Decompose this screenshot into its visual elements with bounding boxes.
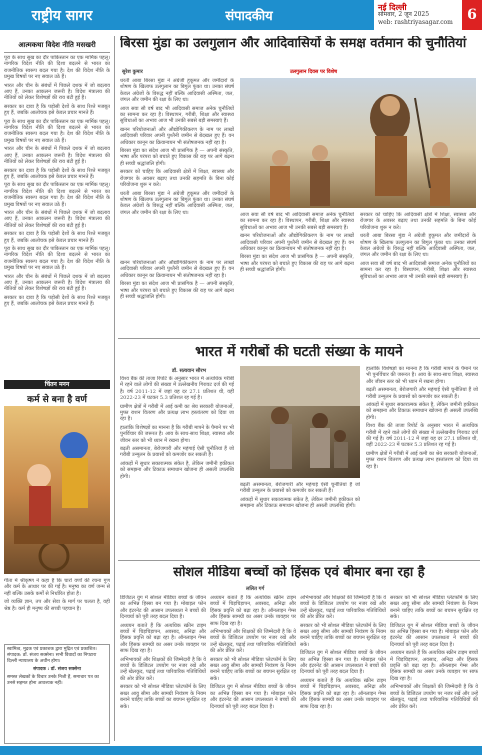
page-number: 6 <box>462 0 482 30</box>
paragraph: आज सवा सौ वर्ष बाद भी आदिवासी समाज अनेक चुनौतियों का सामना कर रहा है। विस्थापन, गरीबी, शिक्षा और स्वास्थ्य सुविधाओं का अभाव आज भी उनकी सबसे बड़ी समस्याएं हैं। <box>120 105 234 125</box>
lead-text-col1b <box>120 260 234 332</box>
lead-headline: बिरसा मुंडा का उलगुलान और आदिवासियों के समक्ष वर्तमान की चुनौतियां <box>120 36 467 51</box>
paragraph: धरती आबा बिरसा मुंडा ने अंग्रेजी हुकूमत और जमींदारों के शोषण के खिलाफ उलगुलान का बिगुल फूंका था। उनका संघर्ष केवल अंग्रेजों के विरुद्ध नहीं बल्कि आदिवासी अस्मिता, जल, जंगल और जमीन की रक्षा के लिए था। <box>120 190 234 216</box>
left-column-heading: आत्मकथा विदेश नीति मसखरी <box>4 40 110 53</box>
paragraph: विश्व बैंक की ताजा रिपोर्ट के अनुसार भारत में अत्यधिक गरीबी में रहने वाले लोगों की संख्या में उल्लेखनीय गिरावट दर्ज की गई है। वर्ष 2011-12 में जहां यह दर 27.1 प्रतिशत थी, वहीं 2022-23 में घटकर 5.3 प्रतिशत रह गई है। <box>120 376 234 402</box>
paragraph: भारत और चीन के संबंधों में पिछले दशक में जो बदलाव आए हैं, उनका आकलन जरूरी है। विदेश मंत्रालय की नीतियों को लेकर विशेषज्ञों की राय बंटी हुई है। <box>4 146 110 166</box>
lead-text-col3 <box>360 212 476 332</box>
imprint-editor: संपादक : डॉ. संजय सक्सेना <box>33 667 81 672</box>
date-line: सोमवार, 2 जून 2025 <box>378 11 430 18</box>
paragraph: आज सवा सौ वर्ष बाद भी आदिवासी समाज अनेक चुनौतियों का सामना कर रहा है। विस्थापन, गरीबी, शिक्षा और स्वास्थ्य सुविधाओं का अभाव आज भी उनकी सबसे बड़ी समस्याएं हैं। <box>360 260 476 280</box>
paragraph: ग्रामीण क्षेत्रों में गरीबी में आई कमी का श्रेय सरकारी योजनाओं, मुफ्त राशन वितरण और प्रत्यक्ष लाभ हस्तांतरण को दिया जा रहा है। <box>120 403 234 423</box>
paragraph: अध्ययन बताते हैं कि अत्यधिक स्क्रीन टाइम बच्चों में चिड़चिड़ापन, अवसाद, अनिद्रा और हिंसक प्रवृत्ति को बढ़ा रहा है। ऑनलाइन गेम्स और हिंसक सामग्री का असर उनके व्यवहार पर साफ दिख रहा है। <box>300 677 386 710</box>
birsa-munda-illustration <box>240 78 476 208</box>
paragraph: सरकार को चाहिए कि आदिवासी क्षेत्रों में शिक्षा, स्वास्थ्य और रोजगार के अवसर बढ़ाए तथा उनकी सहमति के बिना कोई परियोजना शुरू न करे। <box>120 169 234 189</box>
section-rule <box>118 338 480 339</box>
chintan-banner: चिंतन मनन <box>4 380 110 389</box>
paragraph: ग्रामीण क्षेत्रों में गरीबी में आई कमी का श्रेय सरकारी योजनाओं, मुफ्त राशन वितरण और प्रत्यक्ष लाभ हस्तांतरण को दिया जा रहा है। <box>366 450 478 470</box>
paragraph: आज सवा सौ वर्ष बाद भी आदिवासी समाज अनेक चुनौतियों का सामना कर रहा है। विस्थापन, गरीबी, शिक्षा और स्वास्थ्य सुविधाओं का अभाव आज भी उनकी सबसे बड़ी समस्याएं हैं। <box>240 212 354 231</box>
paragraph: अभिभावकों और शिक्षकों की जिम्मेदारी है कि वे बच्चों के डिजिटल उपयोग पर नजर रखें और उन्हें खेलकूद, पढ़ाई तथा पारिवारिक गतिविधियों की ओर प्रेरित करें। <box>390 684 478 710</box>
second-text-col2 <box>240 482 360 556</box>
paragraph: धरती आबा बिरसा मुंडा ने अंग्रेजी हुकूमत और जमींदारों के शोषण के खिलाफ उलगुलान का बिगुल फूंका था। उनका संघर्ष केवल अंग्रेजों के विरुद्ध नहीं बल्कि आदिवासी अस्मिता, जल, जंगल और जमीन की रक्षा के लिए था। <box>120 78 234 104</box>
paragraph: धरती आबा बिरसा मुंडा ने अंग्रेजी हुकूमत और जमींदारों के शोषण के खिलाफ उलगुलान का बिगुल फूंका था। उनका संघर्ष केवल अंग्रेजों के विरुद्ध नहीं बल्कि आदिवासी अस्मिता, जल, जंगल और जमीन की रक्षा के लिए था। <box>360 233 476 259</box>
paragraph: भारत और चीन के संबंधों में पिछले दशक में जो बदलाव आए हैं, उनका आकलन जरूरी है। विदेश मंत्रालय की नीतियों को लेकर विशेषज्ञों की राय बंटी हुई है। <box>4 273 110 293</box>
third-text-col4 <box>390 595 478 743</box>
paragraph: गीता में श्रीकृष्ण ने कहा है कि चारों वर्णों की रचना गुण और कर्म के आधार पर की गई है। मनुष्य का वर्ण जन्म से नहीं बल्कि उसके कर्मों से निर्धारित होता है। <box>4 578 110 597</box>
poverty-photo <box>240 366 360 478</box>
chintan-text <box>4 578 110 640</box>
imprint-text: स्वामित्व, मुद्रक एवं प्रकाशक द्वारा मुद्रित एवं प्रकाशित। संपादक: डॉ. संजय सक्सेना। सभी विवादों का निपटारा दिल्ली न्यायालय के अधीन होगा। <box>7 647 97 664</box>
paragraph: बिरसा मुंडा का संदेश आज भी प्रासंगिक है — अपनी संस्कृति, भाषा और परंपरा को बचाते हुए विकास की राह पर आगे बढ़ना ही सच्ची श्रद्धांजलि होगी। <box>120 281 234 301</box>
paragraph: अध्ययन बताते हैं कि अत्यधिक स्क्रीन टाइम बच्चों में चिड़चिड़ापन, अवसाद, अनिद्रा और हिंसक प्रवृत्ति को बढ़ा रहा है। ऑनलाइन गेम्स और हिंसक सामग्री का असर उनके व्यवहार पर साफ दिख रहा है। <box>120 622 206 655</box>
paragraph: पूरा के साथ सुख का दौर पाकिस्तान का एक मार्मिक पहलू। नागरिक विदेश नीति की दिशा बदलने से भारत का राजनीतिक स्वरूप बदल गया है। देश की विदेश नीति के प्रमुख विषयों पर नए सवाल उठे हैं। <box>4 245 110 272</box>
paragraph: सरकार का दावा है कि पड़ोसी देशों के साथ रिश्ते मजबूत हुए हैं, जबकि आलोचक इसे केवल प्रचार मानते हैं। <box>4 103 110 117</box>
date-block <box>374 0 462 30</box>
left-column-text <box>4 55 110 375</box>
paragraph: खनन परियोजनाओं और औद्योगिकीकरण के नाम पर लाखों आदिवासी परिवार अपनी पुश्तैनी जमीन से बेदखल हुए हैं। वन अधिकार कानून का क्रियान्वयन भी संतोषजनक नहीं रहा है। <box>120 260 234 279</box>
people-photo-illustration <box>240 366 360 478</box>
masthead <box>0 0 482 30</box>
lead-text-col1 <box>120 78 234 256</box>
city-name: नई दिल्ली <box>378 2 407 12</box>
second-text-col3 <box>366 366 478 556</box>
paragraph: खनन परियोजनाओं और औद्योगिकीकरण के नाम पर लाखों आदिवासी परिवार अपनी पुश्तैनी जमीन से बेदखल हुए हैं। वन अधिकार कानून का क्रियान्वयन भी संतोषजनक नहीं रहा है। <box>120 126 234 146</box>
paragraph: अभिभावकों और शिक्षकों की जिम्मेदारी है कि वे बच्चों के डिजिटल उपयोग पर नजर रखें और उन्हें खेलकूद, पढ़ाई तथा पारिवारिक गतिविधियों की ओर प्रेरित करें। <box>120 656 206 682</box>
paragraph: पूरा के साथ सुख का दौर पाकिस्तान का एक मार्मिक पहलू। नागरिक विदेश नीति की दिशा बदलने से भारत का राजनीतिक स्वरूप बदल गया है। देश की विदेश नीति के प्रमुख विषयों पर नए सवाल उठे हैं। <box>4 55 110 81</box>
second-text-col1 <box>120 376 234 556</box>
second-author: डॉ. सत्यवान सौरभ <box>172 368 207 374</box>
paragraph: सरकार का दावा है कि पड़ोसी देशों के साथ रिश्ते मजबूत हुए हैं, जबकि आलोचक इसे केवल प्रचार मानते हैं। <box>4 294 110 308</box>
paragraph: सरकार को भी सोशल मीडिया प्लेटफॉर्म के लिए सख्त आयु सीमा और सामग्री नियंत्रण के नियम बनाने चाहिए ताकि बच्चों का बचपन सुरक्षित रह सके। <box>390 595 478 621</box>
lead-author: सुरेश कुमार <box>122 69 143 75</box>
paragraph: बिरसा मुंडा का संदेश आज भी प्रासंगिक है — अपनी संस्कृति, भाषा और परंपरा को बचाते हुए विकास की राह पर आगे बढ़ना ही सच्ची श्रद्धांजलि होगी। <box>240 254 354 274</box>
paragraph: खनन परियोजनाओं और औद्योगिकीकरण के नाम पर लाखों आदिवासी परिवार अपनी पुश्तैनी जमीन से बेदखल हुए हैं। वन अधिकार कानून का क्रियान्वयन भी संतोषजनक नहीं रहा है। <box>240 233 354 253</box>
imprint-box <box>4 644 110 744</box>
chariot-illustration <box>4 406 110 574</box>
paragraph: आंकड़ों में सुधार सकारात्मक संकेत है, लेकिन जमीनी हकीकत को समझना और टिकाऊ समाधान खोजना ही असली उपलब्धि होगी। <box>120 460 234 480</box>
paragraph: भारत और चीन के संबंधों में पिछले दशक में जो बदलाव आए हैं, उनका आकलन जरूरी है। विदेश मंत्रालय की नीतियों को लेकर विशेषज्ञों की राय बंटी हुई है। <box>4 209 110 229</box>
paragraph: बढ़ती असमानता, बेरोजगारी और महंगाई ऐसी चुनौतियां हैं जो गरीबी उन्मूलन के प्रयासों को कमजोर कर सकती हैं। <box>240 482 360 495</box>
paragraph: सरकार को चाहिए कि आदिवासी क्षेत्रों में शिक्षा, स्वास्थ्य और रोजगार के अवसर बढ़ाए तथा उनकी सहमति के बिना कोई परियोजना शुरू न करे। <box>360 212 476 231</box>
web-address[interactable]: web: rashtriyasagar.com <box>378 19 453 26</box>
paragraph: डिजिटल युग में सोशल मीडिया बच्चों के जीवन का अभिन्न हिस्सा बन गया है। मोबाइल फोन और इंटरनेट की आसान उपलब्धता ने बच्चों की दिनचर्या को पूरी तरह बदल दिया है। <box>300 650 386 676</box>
paragraph: पूरा के साथ सुख का दौर पाकिस्तान का एक मार्मिक पहलू। नागरिक विदेश नीति की दिशा बदलने से भारत का राजनीतिक स्वरूप बदल गया है। देश की विदेश नीति के प्रमुख विषयों पर नए सवाल उठे हैं। <box>4 182 110 208</box>
paragraph: अध्ययन बताते हैं कि अत्यधिक स्क्रीन टाइम बच्चों में चिड़चिड़ापन, अवसाद, अनिद्रा और हिंसक प्रवृत्ति को बढ़ा रहा है। ऑनलाइन गेम्स और हिंसक सामग्री का असर उनके व्यवहार पर साफ दिख रहा है। <box>210 595 296 627</box>
paragraph: आंकड़ों में सुधार सकारात्मक संकेत है, लेकिन जमीनी हकीकत को समझना और टिकाऊ समाधान खोजना ही असली उपलब्धि होगी। <box>366 402 478 421</box>
imprint-note: समस्त लेखकों के विचार उनके निजी हैं, समाचार पत्र का उनसे सहमत होना आवश्यक नहीं। <box>7 675 99 686</box>
third-text-col2 <box>210 595 296 743</box>
paper-name: राष्ट्रीय सागर <box>0 0 124 30</box>
paragraph: हालांकि विशेषज्ञों का मानना है कि गरीबी मापने के पैमाने पर भी पुनर्विचार की जरूरत है। आय के साथ-साथ शिक्षा, स्वास्थ्य और जीवन स्तर को भी ध्यान में रखना होगा। <box>120 424 234 444</box>
paragraph: बढ़ती असमानता, बेरोजगारी और महंगाई ऐसी चुनौतियां हैं जो गरीबी उन्मूलन के प्रयासों को कमजोर कर सकती हैं। <box>120 446 234 459</box>
paragraph: डिजिटल युग में सोशल मीडिया बच्चों के जीवन का अभिन्न हिस्सा बन गया है। मोबाइल फोन और इंटरनेट की आसान उपलब्धता ने बच्चों की दिनचर्या को पूरी तरह बदल दिया है। <box>120 595 206 621</box>
paragraph: सरकार को भी सोशल मीडिया प्लेटफॉर्म के लिए सख्त आयु सीमा और सामग्री नियंत्रण के नियम बनाने चाहिए ताकि बच्चों का बचपन सुरक्षित रह सके। <box>120 684 206 710</box>
third-author: ललित गर्ग <box>246 586 265 592</box>
footer-bar <box>0 746 482 755</box>
paragraph: बिरसा मुंडा का संदेश आज भी प्रासंगिक है — अपनी संस्कृति, भाषा और परंपरा को बचाते हुए विकास की राह पर आगे बढ़ना ही सच्ची श्रद्धांजलि होगी। <box>120 148 234 167</box>
paragraph: विश्व बैंक की ताजा रिपोर्ट के अनुसार भारत में अत्यधिक गरीबी में रहने वाले लोगों की संख्या में उल्लेखनीय गिरावट दर्ज की गई है। वर्ष 2011-12 में जहां यह दर 27.1 प्रतिशत थी, वहीं 2022-23 में घटकर 5.3 प्रतिशत रह गई है। <box>366 423 478 449</box>
paragraph: बढ़ती असमानता, बेरोजगारी और महंगाई ऐसी चुनौतियां हैं जो गरीबी उन्मूलन के प्रयासों को कमजोर कर सकती हैं। <box>366 387 478 400</box>
paragraph: डिजिटल युग में सोशल मीडिया बच्चों के जीवन का अभिन्न हिस्सा बन गया है। मोबाइल फोन और इंटरनेट की आसान उपलब्धता ने बच्चों की दिनचर्या को पूरी तरह बदल दिया है। <box>390 622 478 648</box>
lead-caption: उलगुलान दिवस पर विशेष <box>290 69 337 75</box>
krishna-arjun-painting <box>4 406 110 574</box>
third-text-col1 <box>120 595 206 743</box>
paragraph: पूरा के साथ सुख का दौर पाकिस्तान का एक मार्मिक पहलू। नागरिक विदेश नीति की दिशा बदलने से भारत का राजनीतिक स्वरूप बदल गया है। देश की विदेश नीति के प्रमुख विषयों पर नए सवाल उठे हैं। <box>4 118 110 144</box>
paragraph: सरकार का दावा है कि पड़ोसी देशों के साथ रिश्ते मजबूत हुए हैं, जबकि आलोचक इसे केवल प्रचार मानते हैं। <box>4 167 110 180</box>
section-title: संपादकीय <box>124 0 374 30</box>
section-rule <box>118 560 480 561</box>
chintan-heading: कर्म से बना है वर्ण <box>27 395 87 405</box>
paragraph: अभिभावकों और शिक्षकों की जिम्मेदारी है कि वे बच्चों के डिजिटल उपयोग पर नजर रखें और उन्हें खेलकूद, पढ़ाई तथा पारिवारिक गतिविधियों की ओर प्रेरित करें। <box>300 595 386 621</box>
lead-text-col2 <box>240 212 354 332</box>
paragraph: सरकार को भी सोशल मीडिया प्लेटफॉर्म के लिए सख्त आयु सीमा और सामग्री नियंत्रण के नियम बनाने चाहिए ताकि बच्चों का बचपन सुरक्षित रह सके। <box>300 622 386 648</box>
paragraph: आंकड़ों में सुधार सकारात्मक संकेत है, लेकिन जमीनी हकीकत को समझना और टिकाऊ समाधान खोजना ही असली उपलब्धि होगी। <box>240 496 360 510</box>
third-text-col3 <box>300 595 386 743</box>
paragraph: अध्ययन बताते हैं कि अत्यधिक स्क्रीन टाइम बच्चों में चिड़चिड़ापन, अवसाद, अनिद्रा और हिंसक प्रवृत्ति को बढ़ा रहा है। ऑनलाइन गेम्स और हिंसक सामग्री का असर उनके व्यवहार पर साफ दिख रहा है। <box>390 650 478 682</box>
second-headline: भारत में गरीबों की घटती संख्या के मायने <box>195 344 403 360</box>
paragraph: भारत और चीन के संबंधों में पिछले दशक में जो बदलाव आए हैं, उनका आकलन जरूरी है। विदेश मंत्रालय की नीतियों को लेकर विशेषज्ञों की राय बंटी हुई है। <box>4 82 110 102</box>
paragraph: जो व्यक्ति ज्ञान, तप और सेवा के मार्ग पर चलता है, वही श्रेष्ठ है। कर्म ही मनुष्य की सच्ची पहचान है। <box>4 599 110 612</box>
paragraph: सरकार को भी सोशल मीडिया प्लेटफॉर्म के लिए सख्त आयु सीमा और सामग्री नियंत्रण के नियम बनाने चाहिए ताकि बच्चों का बचपन सुरक्षित रह सके। <box>210 656 296 682</box>
third-headline: सोशल मीडिया बच्चों को हिंसक एवं बीमार बना रहा है <box>173 565 425 580</box>
paragraph: सरकार का दावा है कि पड़ोसी देशों के साथ रिश्ते मजबूत हुए हैं, जबकि आलोचक इसे केवल प्रचार मानते हैं। <box>4 231 110 244</box>
paragraph: अभिभावकों और शिक्षकों की जिम्मेदारी है कि वे बच्चों के डिजिटल उपयोग पर नजर रखें और उन्हें खेलकूद, पढ़ाई तथा पारिवारिक गतिविधियों की ओर प्रेरित करें। <box>210 629 296 655</box>
crowd-illustration <box>240 78 476 208</box>
column-divider <box>114 36 115 741</box>
paragraph: हालांकि विशेषज्ञों का मानना है कि गरीबी मापने के पैमाने पर भी पुनर्विचार की जरूरत है। आय के साथ-साथ शिक्षा, स्वास्थ्य और जीवन स्तर को भी ध्यान में रखना होगा। <box>366 366 478 385</box>
paragraph: डिजिटल युग में सोशल मीडिया बच्चों के जीवन का अभिन्न हिस्सा बन गया है। मोबाइल फोन और इंटरनेट की आसान उपलब्धता ने बच्चों की दिनचर्या को पूरी तरह बदल दिया है। <box>210 684 296 710</box>
